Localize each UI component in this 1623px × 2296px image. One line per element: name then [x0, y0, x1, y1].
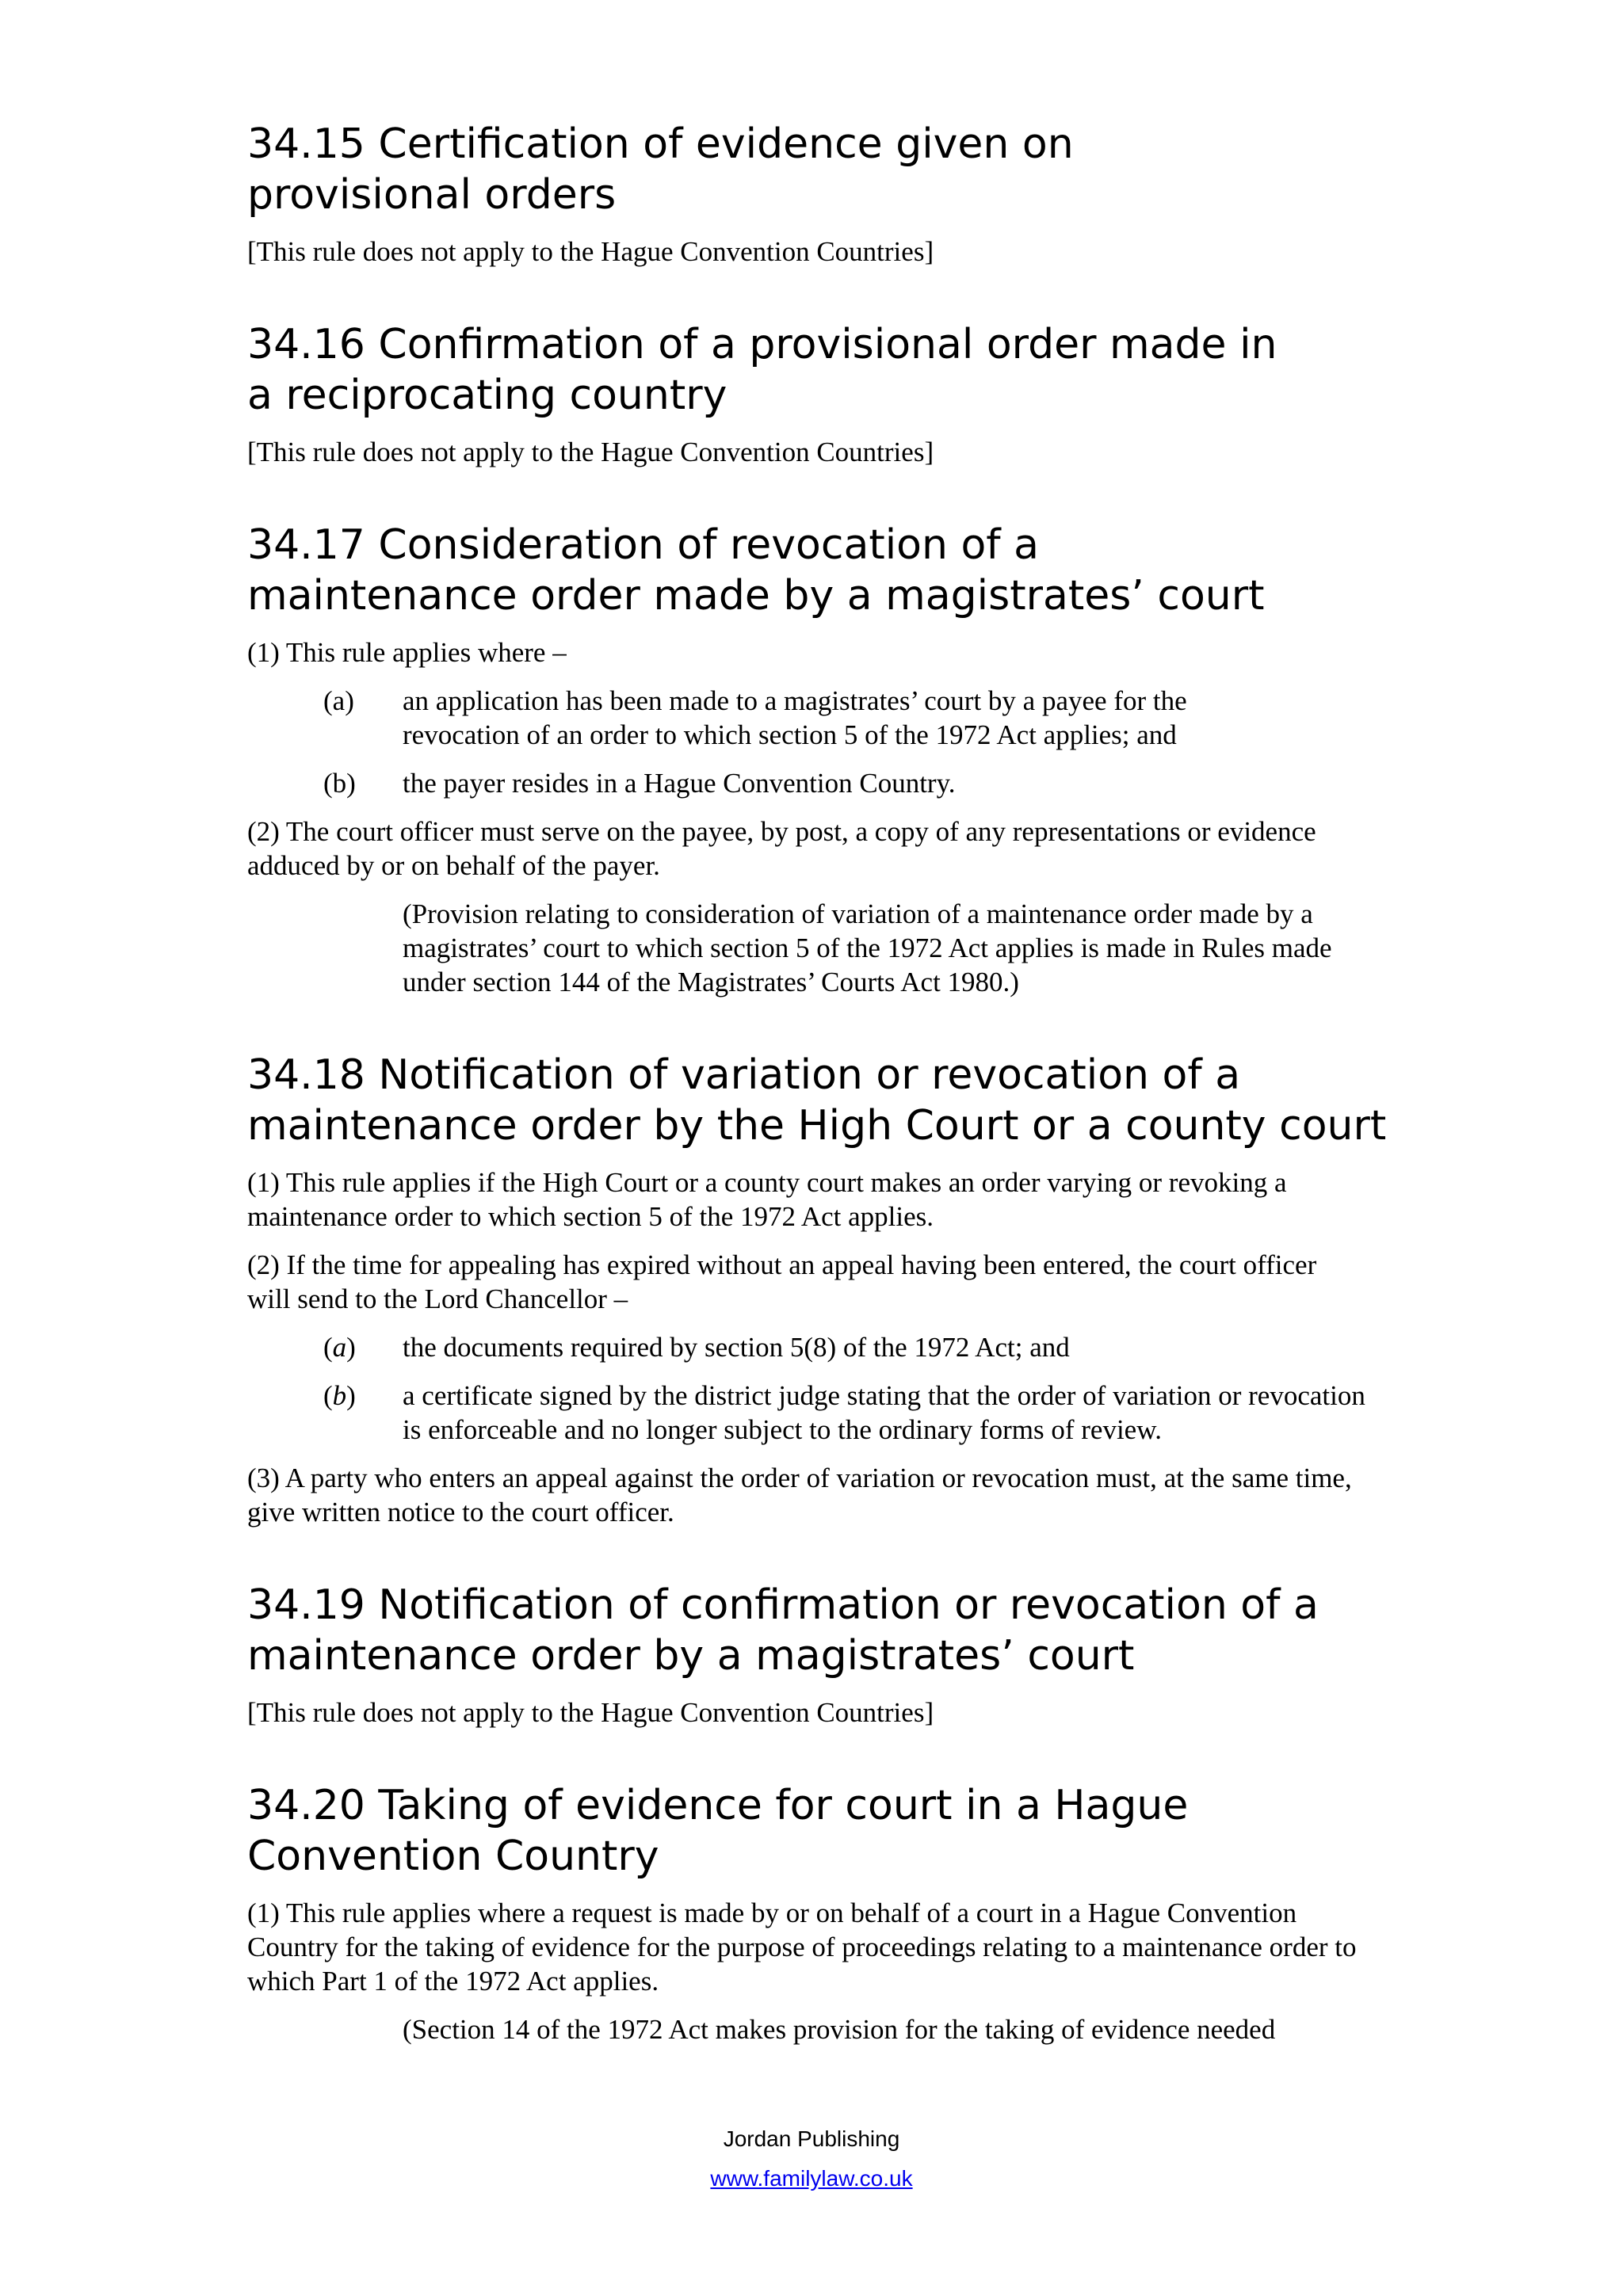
footer-url-container — [0, 2166, 1623, 2191]
section-heading: 34.17 Consideration of revocation of a maintenance order made by a magistrates’ court — [247, 521, 1265, 620]
paragraph: (2) If the time for appealing has expired without an appeal having been entered, the court officer will send to the Lord Chancellor – — [247, 1249, 1317, 1314]
section-34-15 — [247, 119, 1388, 269]
section-34-17 — [247, 520, 1388, 999]
item-label: (b) — [323, 768, 356, 799]
provision-note: (Provision relating to consideration of variation of a maintenance order made by a magistrates’ court to which section 5 of the 1972 Act applies is made in Rules made under section 144 of the Magistrates’ Courts Act 1980.) — [403, 898, 1332, 997]
paragraph: (3) A party who enters an appeal against the order of variation or revocation must, at the same time, give written notice to the court officer. — [247, 1463, 1352, 1527]
item-text: a certificate signed by the district judge stating that the order of variation or revocation is enforceable and no longer subject to the ordinary forms of review. — [403, 1380, 1365, 1445]
section-heading: 34.15 Certification of evidence given on provisional orders — [247, 120, 1074, 219]
paragraph: (1) This rule applies where a request is made by or on behalf of a court in a Hague Convention Country for the taking of evidence for the purpose of proceedings relating to a maintenance order to which Part 1 of the 1972 Act applies. — [247, 1897, 1357, 1997]
section-heading: 34.16 Confirmation of a provisional order made in a reciprocating country — [247, 321, 1277, 419]
section-34-20 — [247, 1780, 1388, 2046]
list-item — [247, 684, 1388, 752]
item-text: the documents required by section 5(8) of the 1972 Act; and — [403, 1332, 1070, 1363]
section-34-18 — [247, 1050, 1388, 1529]
section-34-16 — [247, 319, 1388, 469]
list-item — [247, 1330, 1388, 1364]
paragraph: (2) The court officer must serve on the payee, by post, a copy of any representations or evidence adduced by or on behalf of the payer. — [247, 816, 1316, 881]
section-note: [This rule does not apply to the Hague Convention Countries] — [247, 236, 934, 267]
list-item — [247, 1379, 1388, 1447]
paragraph: (1) This rule applies where – — [247, 637, 567, 668]
paragraph: (1) This rule applies if the High Court or a county court makes an order varying or revoking a maintenance order to which section 5 of the 1972 Act applies. — [247, 1167, 1287, 1232]
item-text: the payer resides in a Hague Convention Country. — [403, 768, 956, 799]
document-page — [247, 119, 1388, 2061]
item-label: (a) — [323, 1332, 356, 1363]
footer-publisher: Jordan Publishing — [723, 2126, 900, 2151]
item-text: an application has been made to a magistrates’ court by a payee for the revocation of an order to which section 5 of the 1972 Act applies; and — [403, 685, 1187, 750]
provision-note: (Section 14 of the 1972 Act makes provision for the taking of evidence needed — [403, 2014, 1276, 2045]
item-label: (a) — [323, 685, 354, 716]
section-note: [This rule does not apply to the Hague Convention Countries] — [247, 1697, 934, 1728]
list-item — [247, 766, 1388, 800]
section-34-19 — [247, 1580, 1388, 1730]
footer-url-link[interactable]: www.familylaw.co.uk — [710, 2166, 913, 2191]
section-heading: 34.19 Notification of confirmation or revocation of a maintenance order by a magistrates’ court — [247, 1581, 1319, 1680]
section-heading: 34.20 Taking of evidence for court in a Hague Convention Country — [247, 1782, 1189, 1880]
section-heading: 34.18 Notification of variation or revocation of a maintenance order by the High Court or a county court — [247, 1051, 1387, 1150]
item-label: (b) — [323, 1380, 356, 1411]
section-note: [This rule does not apply to the Hague Convention Countries] — [247, 437, 934, 467]
